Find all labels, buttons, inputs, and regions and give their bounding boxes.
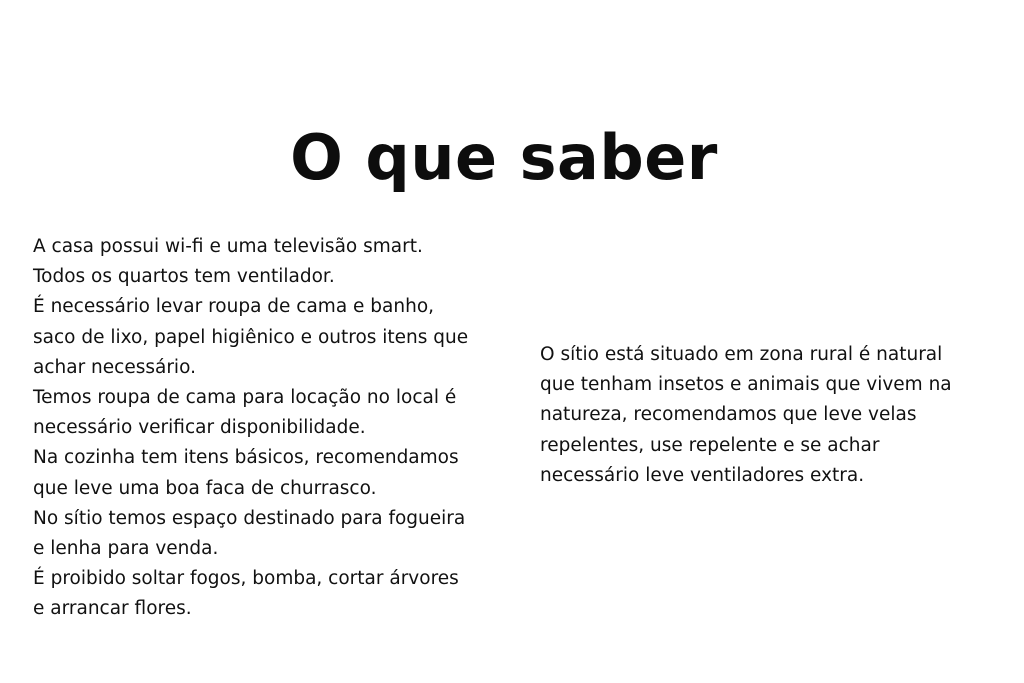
info-line: No sítio temos espaço destinado para fogueira xyxy=(33,507,466,529)
info-line: Temos roupa de cama para locação no local é xyxy=(33,387,457,409)
info-line: e lenha para venda. xyxy=(33,538,219,560)
info-line: Na cozinha tem itens básicos, recomendamos xyxy=(33,447,459,469)
info-line: que leve uma boa faca de churrasco. xyxy=(33,477,377,499)
left-info-column xyxy=(33,232,503,625)
right-info-column xyxy=(540,340,1000,491)
info-line: É necessário levar roupa de cama e banho, xyxy=(33,296,435,318)
info-line: necessário leve ventiladores extra. xyxy=(540,464,865,486)
info-line: A casa possui wi-fi e uma televisão smart. xyxy=(33,236,423,257)
info-line: e arrancar flores. xyxy=(33,598,192,620)
info-line: necessário verificar disponibilidade. xyxy=(33,417,366,439)
info-line: que tenham insetos e animais que vivem na xyxy=(540,374,952,396)
info-line: achar necessário. xyxy=(33,356,196,378)
page-title: O que saber xyxy=(290,121,718,194)
info-line: O sítio está situado em zona rural é natural xyxy=(540,344,943,365)
info-line: Todos os quartos tem ventilador. xyxy=(33,266,335,288)
info-line: repelentes, use repelente e se achar xyxy=(540,434,880,456)
info-line: natureza, recomendamos que leve velas xyxy=(540,404,917,426)
info-line: É proibido soltar fogos, bomba, cortar árvores xyxy=(33,568,459,590)
info-line: saco de lixo, papel higiênico e outros itens que xyxy=(33,326,469,348)
